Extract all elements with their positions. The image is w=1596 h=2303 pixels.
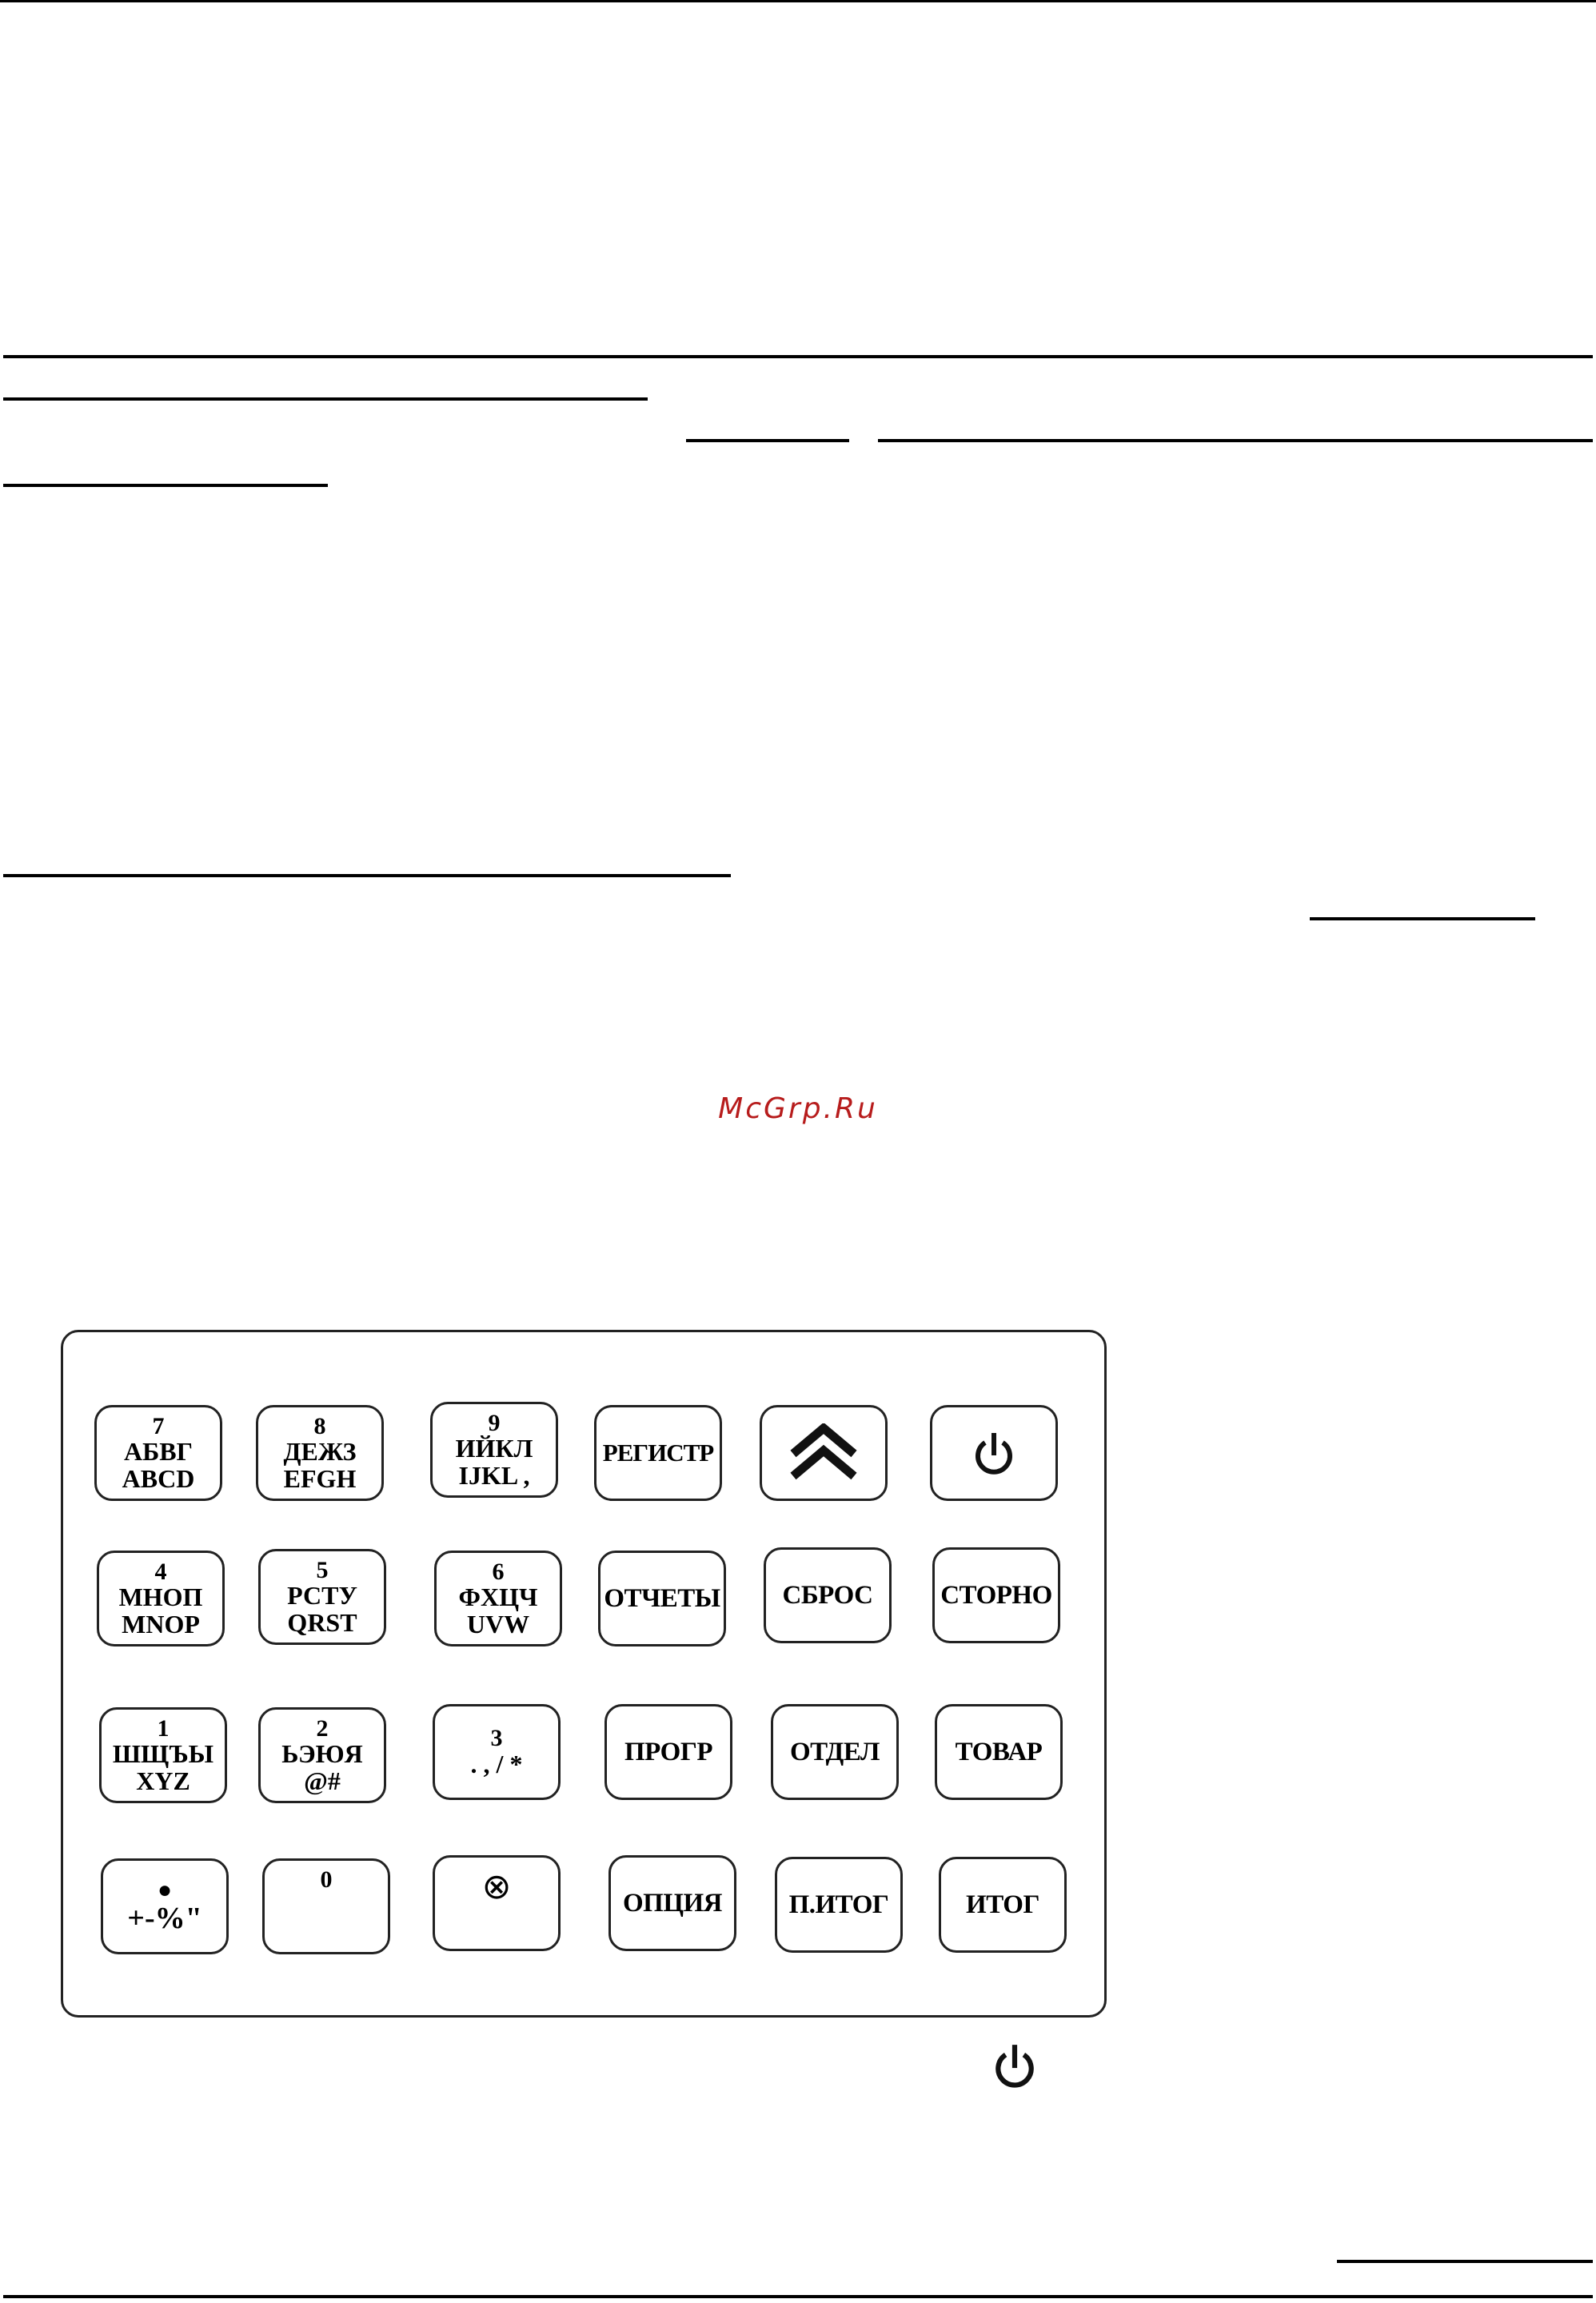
- key-subtotal-label: П.ИТОГ: [788, 1890, 889, 1919]
- key-6-lat: UVW: [466, 1609, 530, 1638]
- underline-8: [1337, 2260, 1593, 2263]
- key-power[interactable]: [930, 1405, 1058, 1501]
- key-4-num: 4: [154, 1558, 167, 1585]
- underline-6: [3, 874, 731, 877]
- key-reset[interactable]: [764, 1547, 892, 1643]
- key-program-label: ПРОГР: [624, 1737, 712, 1766]
- key-8-cyr: ДЕЖЗ: [283, 1437, 357, 1467]
- key-1-cyr: ШЩЪЫ: [112, 1739, 214, 1769]
- double-chevron-up-icon: [787, 1423, 860, 1483]
- bottom-rule: [3, 2295, 1593, 2298]
- key-8-lat: EFGH: [283, 1463, 357, 1493]
- underline-7: [1310, 917, 1535, 920]
- underline-2: [3, 397, 648, 401]
- key-5[interactable]: [258, 1549, 386, 1645]
- key-2[interactable]: [258, 1707, 386, 1803]
- key-point-symbols: +-%": [127, 1901, 202, 1935]
- key-9-num: 9: [488, 1409, 501, 1436]
- key-6-cyr: ФХЦЧ: [458, 1583, 538, 1612]
- key-option[interactable]: [608, 1855, 736, 1951]
- top-rule: [0, 0, 1596, 2]
- key-register-label: РЕГИСТР: [602, 1438, 714, 1467]
- key-reset-label: СБРОС: [782, 1580, 873, 1610]
- key-4[interactable]: [97, 1551, 225, 1646]
- key-8[interactable]: [256, 1405, 384, 1501]
- key-2-lat: @#: [304, 1766, 341, 1795]
- key-6[interactable]: [434, 1551, 562, 1646]
- key-8-num: 8: [313, 1412, 326, 1439]
- key-7-cyr: АБВГ: [124, 1437, 193, 1467]
- key-reports[interactable]: [598, 1551, 726, 1646]
- key-total-label: ИТОГ: [966, 1890, 1039, 1919]
- underline-3: [686, 439, 849, 442]
- key-department[interactable]: [771, 1704, 899, 1800]
- key-2-num: 2: [316, 1714, 329, 1742]
- key-4-lat: MNOP: [122, 1609, 200, 1638]
- key-register[interactable]: [594, 1405, 722, 1501]
- key-7-num: 7: [152, 1412, 165, 1439]
- key-3-num: 3: [490, 1725, 503, 1752]
- key-1[interactable]: [99, 1707, 227, 1803]
- key-9[interactable]: [430, 1402, 558, 1498]
- power-icon: [992, 2042, 1037, 2089]
- key-total[interactable]: [939, 1857, 1067, 1953]
- key-7[interactable]: [94, 1405, 222, 1501]
- key-subtotal[interactable]: [775, 1857, 903, 1953]
- key-2-cyr: ЬЭЮЯ: [281, 1739, 363, 1769]
- key-option-label: ОПЦИЯ: [622, 1888, 722, 1918]
- key-5-num: 5: [316, 1556, 329, 1583]
- key-item-label: ТОВАР: [955, 1737, 1043, 1766]
- key-0-num: 0: [320, 1866, 333, 1893]
- key-department-label: ОТДЕЛ: [790, 1737, 880, 1766]
- key-cancel[interactable]: [433, 1855, 561, 1951]
- key-6-num: 6: [492, 1558, 505, 1585]
- key-5-lat: QRST: [287, 1607, 357, 1637]
- key-1-num: 1: [157, 1714, 170, 1742]
- key-1-lat: XYZ: [136, 1766, 190, 1795]
- key-5-cyr: РСТУ: [287, 1581, 357, 1611]
- key-point-modifiers[interactable]: [101, 1858, 229, 1954]
- key-feed-up[interactable]: [760, 1405, 888, 1501]
- underline-5: [3, 484, 328, 487]
- key-point-dot: ●: [157, 1877, 173, 1904]
- key-9-lat: IJKL ,: [458, 1460, 530, 1490]
- circled-x-icon: ⊗: [481, 1866, 512, 1907]
- key-9-cyr: ИЙКЛ: [455, 1434, 533, 1463]
- key-reports-label: ОТЧЕТЫ: [604, 1583, 720, 1613]
- key-program[interactable]: [604, 1704, 732, 1800]
- key-0[interactable]: [262, 1858, 390, 1954]
- power-icon: [972, 1430, 1015, 1476]
- key-3[interactable]: [433, 1704, 561, 1800]
- underline-4: [878, 439, 1593, 442]
- key-4-cyr: МНОП: [118, 1583, 203, 1612]
- key-7-lat: ABCD: [122, 1463, 195, 1493]
- watermark-text: McGrp.Ru: [718, 1092, 878, 1125]
- key-storno-label: СТОРНО: [940, 1580, 1052, 1610]
- underline-1: [3, 355, 1593, 358]
- key-item[interactable]: [935, 1704, 1063, 1800]
- key-storno[interactable]: [932, 1547, 1060, 1643]
- key-3-lat: . , / *: [470, 1749, 523, 1778]
